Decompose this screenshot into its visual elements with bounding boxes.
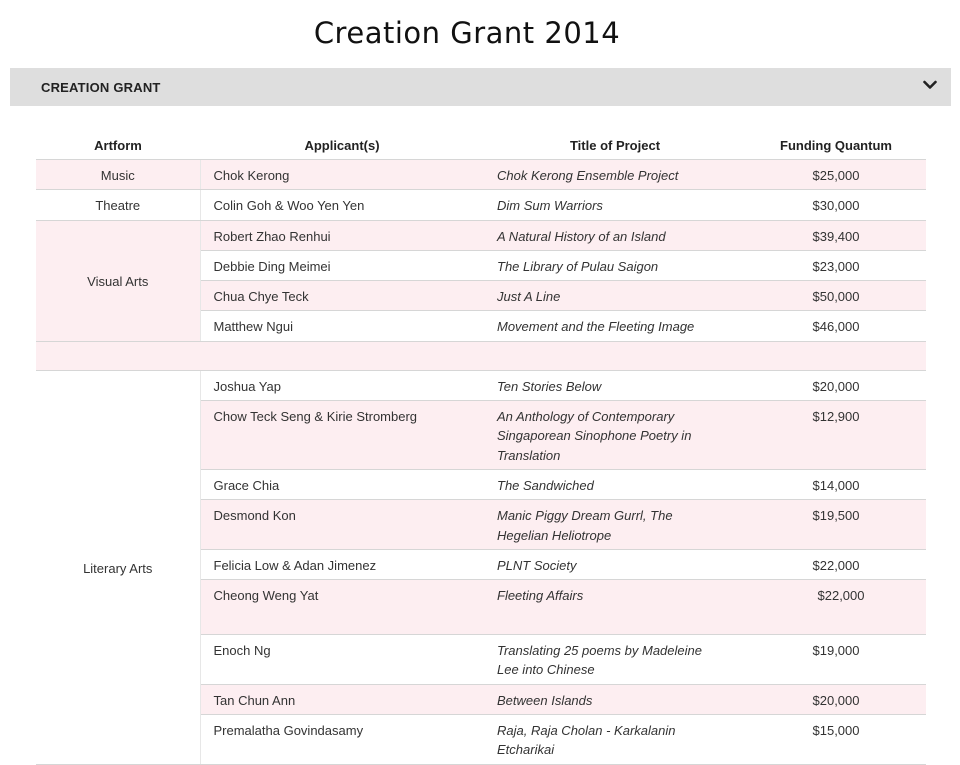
accordion-title: CREATION GRANT (41, 79, 161, 95)
funding-cell: $12,900 (746, 401, 926, 470)
project-title-cell: Between Islands (484, 684, 746, 714)
artform-cell: Music (36, 160, 200, 190)
applicant-cell: Chok Kerong (200, 160, 484, 190)
project-title-cell: Chok Kerong Ensemble Project (484, 160, 746, 190)
project-title-cell: Ten Stories Below (484, 370, 746, 400)
funding-cell: $19,000 (746, 635, 926, 685)
funding-cell: $46,000 (746, 311, 926, 341)
funding-cell (746, 580, 926, 635)
applicant-cell: Cheong Weng Yat (200, 580, 484, 635)
grants-table (36, 131, 926, 765)
funding-value: $22,000 (817, 588, 865, 604)
project-title-cell: A Natural History of an Island (484, 220, 746, 250)
header-applicants: Applicant(s) (200, 131, 484, 160)
header-funding-quantum: Funding Quantum (746, 131, 926, 160)
applicant-cell: Debbie Ding Meimei (200, 250, 484, 280)
funding-cell: $22,000 (746, 549, 926, 579)
applicant-cell: Desmond Kon (200, 500, 484, 550)
applicant-cell: Chua Chye Teck (200, 281, 484, 311)
applicant-cell: Joshua Yap (200, 370, 484, 400)
project-title-cell: The Sandwiched (484, 469, 746, 499)
project-title-cell: Movement and the Fleeting Image (484, 311, 746, 341)
applicant-cell: Tan Chun Ann (200, 684, 484, 714)
table-row (36, 190, 926, 220)
funding-cell: $39,400 (746, 220, 926, 250)
applicant-cell: Chow Teck Seng & Kirie Stromberg (200, 401, 484, 470)
applicant-cell: Grace Chia (200, 469, 484, 499)
applicant-cell: Enoch Ng (200, 635, 484, 685)
artform-cell: Literary Arts (36, 370, 200, 764)
table-row (36, 220, 926, 250)
page-title: Creation Grant 2014 (313, 16, 621, 50)
header-title-of-project: Title of Project (484, 131, 746, 160)
spacer-row (36, 341, 926, 370)
table-row (36, 160, 926, 190)
applicant-cell: Premalatha Govindasamy (200, 715, 484, 765)
funding-cell: $50,000 (746, 281, 926, 311)
project-title-cell: Fleeting Affairs (484, 580, 746, 635)
project-title-cell: Raja, Raja Cholan - Karkalanin Etcharikai (484, 715, 746, 765)
funding-cell: $23,000 (746, 250, 926, 280)
funding-cell: $20,000 (746, 684, 926, 714)
table-row (36, 370, 926, 400)
artform-cell: Theatre (36, 190, 200, 220)
accordion-header[interactable] (10, 68, 951, 106)
funding-cell: $14,000 (746, 469, 926, 499)
funding-cell: $30,000 (746, 190, 926, 220)
table-header-row (36, 131, 926, 160)
artform-cell: Visual Arts (36, 220, 200, 341)
applicant-cell: Robert Zhao Renhui (200, 220, 484, 250)
project-title-cell: Dim Sum Warriors (484, 190, 746, 220)
spacer-cell (36, 341, 926, 370)
applicant-cell: Matthew Ngui (200, 311, 484, 341)
chevron-down-icon[interactable] (923, 80, 937, 90)
funding-cell: $20,000 (746, 370, 926, 400)
project-title-cell: Just A Line (484, 281, 746, 311)
project-title-cell: Translating 25 poems by Madeleine Lee into Chinese (484, 635, 746, 685)
header-artform: Artform (36, 131, 200, 160)
project-title-cell: PLNT Society (484, 549, 746, 579)
funding-cell: $25,000 (746, 160, 926, 190)
funding-cell: $19,500 (746, 500, 926, 550)
project-title-cell: An Anthology of Contemporary Singaporean Sinophone Poetry in Translation (484, 401, 746, 470)
applicant-cell: Colin Goh & Woo Yen Yen (200, 190, 484, 220)
project-title-cell: Manic Piggy Dream Gurrl, The Hegelian Heliotrope (484, 500, 746, 550)
project-title-cell: The Library of Pulau Saigon (484, 250, 746, 280)
funding-cell: $15,000 (746, 715, 926, 765)
applicant-cell: Felicia Low & Adan Jimenez (200, 549, 484, 579)
